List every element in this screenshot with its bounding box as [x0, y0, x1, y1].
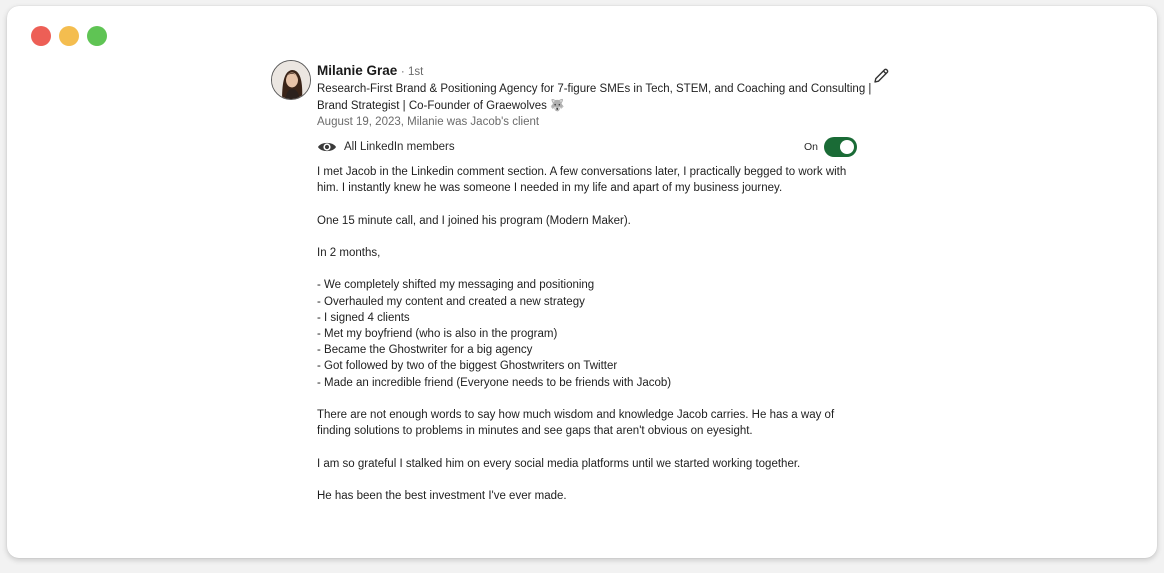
zoom-window-button[interactable]: [87, 26, 107, 46]
edit-button[interactable]: [871, 66, 891, 86]
app-window: [7, 6, 1157, 558]
minimize-window-button[interactable]: [59, 26, 79, 46]
list-item: - Met my boyfriend (who is also in the program): [317, 327, 558, 340]
eye-icon: [317, 140, 337, 154]
visibility-toggle-group: [804, 137, 857, 157]
toggle-knob: [840, 140, 854, 154]
avatar-photo: [272, 61, 311, 100]
list-item: - We completely shifted my messaging and positioning: [317, 279, 595, 292]
connection-degree: · 1st: [400, 66, 424, 78]
list-item: - I signed 4 clients: [317, 311, 410, 324]
list-item: - Made an incredible friend (Everyone needs to be friends with Jacob): [317, 376, 672, 389]
pencil-icon: [872, 67, 890, 85]
paragraph-call: One 15 minute call, and I joined his program (Modern Maker).: [317, 214, 631, 227]
recommendation-text: [317, 164, 862, 520]
paragraph-investment: He has been the best investment I've ever made.: [317, 489, 567, 502]
name-line: [317, 63, 877, 80]
achievements-list: [317, 277, 862, 390]
list-item: - Became the Ghostwriter for a big agency: [317, 344, 533, 357]
recommendation-header: [317, 63, 877, 130]
list-item: - Overhauled my content and created a new strategy: [317, 295, 585, 308]
paragraph-months: In 2 months,: [317, 246, 381, 259]
paragraph-intro: I met Jacob in the Linkedin comment section. A few conversations later, I practically begged to work with him. I instantly knew he was someone I needed in my life and apart of my business journey.: [317, 166, 847, 195]
window-controls: [31, 26, 107, 46]
list-item: - Got followed by two of the biggest Ghostwriters on Twitter: [317, 360, 618, 373]
avatar[interactable]: [271, 60, 311, 100]
paragraph-wisdom: There are not enough words to say how much wisdom and knowledge Jacob carries. He has a way of finding solutions to problems in minutes and see gaps that aren't obvious on eyesight.: [317, 408, 835, 438]
author-headline: Research-First Brand & Positioning Agency for 7-figure SMEs in Tech, STEM, and Coaching and Consulting | Brand Strategist | Co-Founder of Graewolves 🐺: [317, 83, 872, 112]
visibility-label: All LinkedIn members: [344, 141, 455, 153]
author-name[interactable]: Milanie Grae: [317, 63, 398, 78]
recommendation-meta: August 19, 2023, Milanie was Jacob's client: [317, 116, 540, 128]
toggle-label: On: [803, 141, 818, 153]
close-window-button[interactable]: [31, 26, 51, 46]
visibility-row: [317, 137, 857, 157]
paragraph-grateful: I am so grateful I stalked him on every social media platforms until we started working together.: [317, 457, 801, 470]
visibility-toggle[interactable]: [824, 137, 857, 157]
